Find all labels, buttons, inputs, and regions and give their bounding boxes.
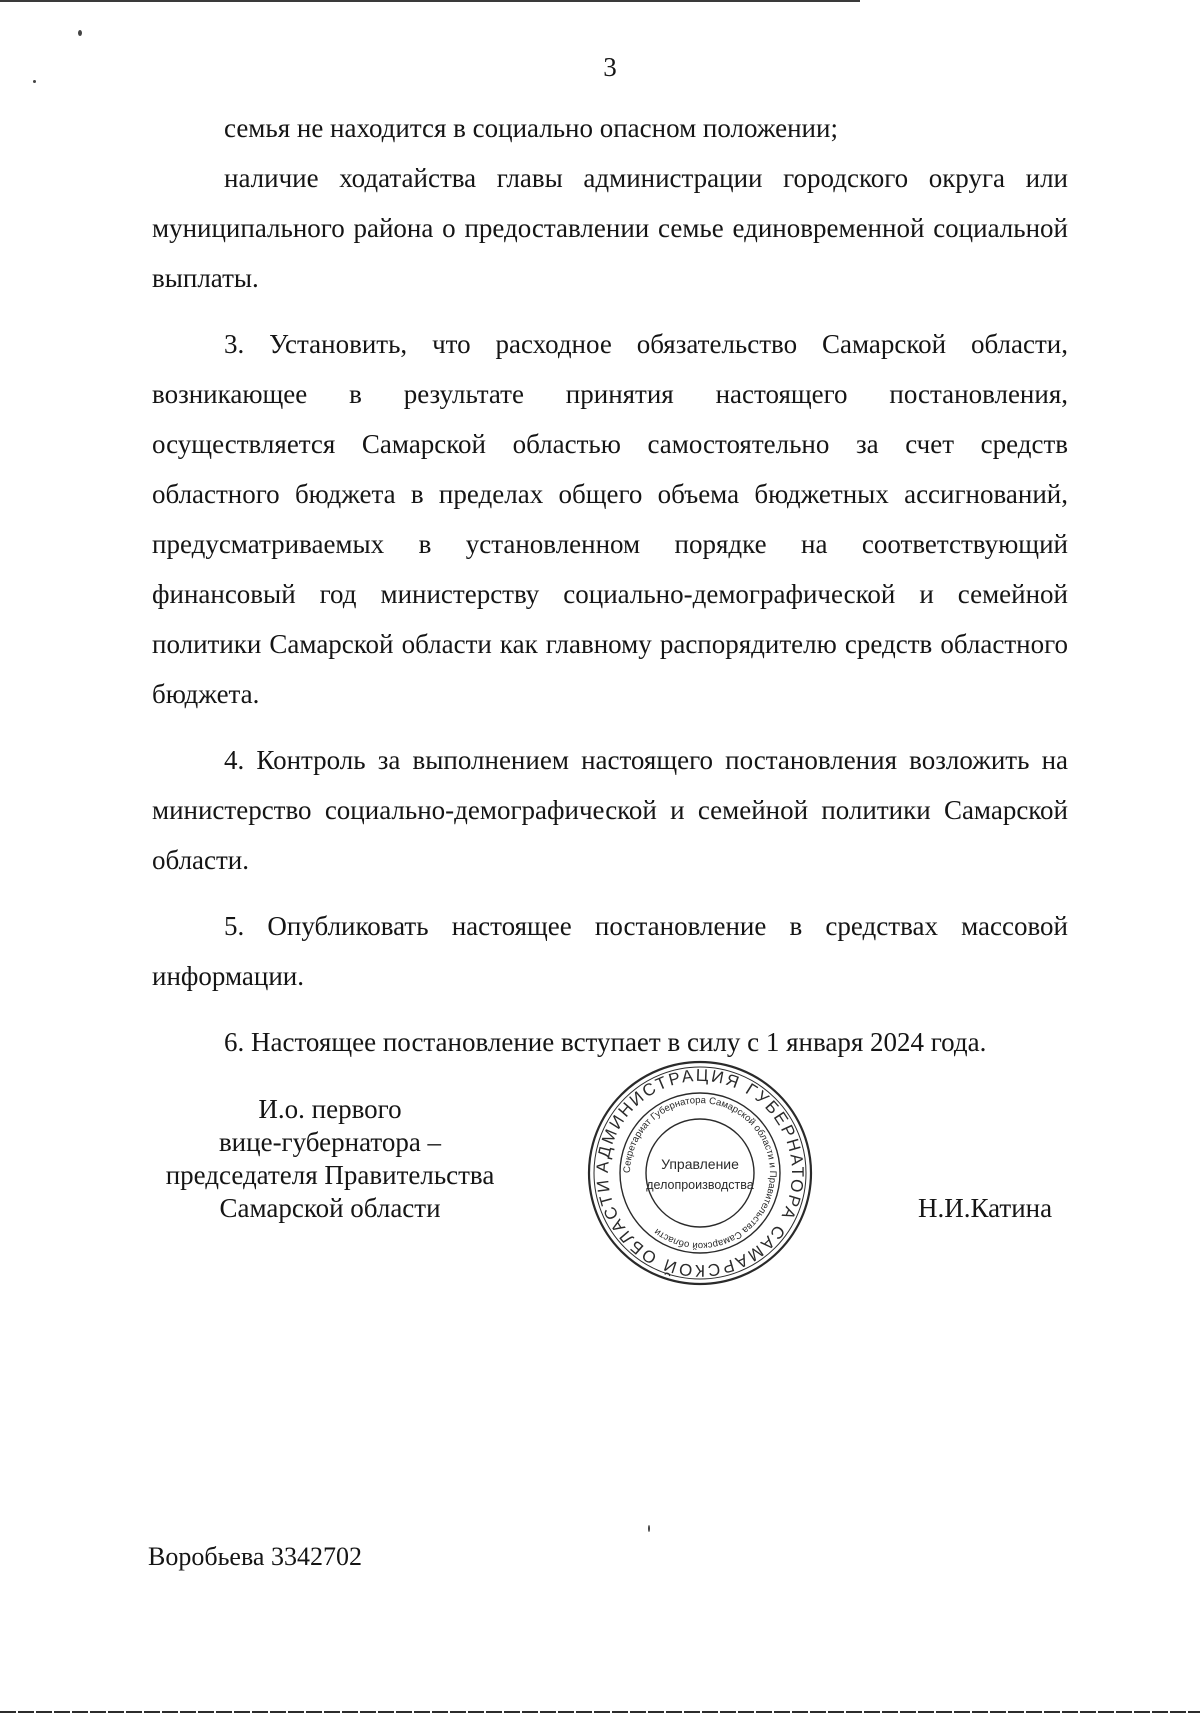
executor-contact: Воробьева 3342702 (148, 1542, 362, 1571)
stamp-center-line2: делопроизводства (646, 1178, 754, 1192)
position-line: вице-губернатора – (218, 1127, 442, 1157)
scan-speck (33, 80, 36, 83)
stamp-inner-ring-text: Секретариат Губернатора Самарской области и Правительства Самарской области (621, 1094, 779, 1252)
scan-edge-top (0, 0, 860, 2)
official-stamp (585, 1058, 815, 1288)
stamp-middle-circle (620, 1093, 780, 1253)
document-body (152, 103, 1068, 1067)
position-line: Самарской области (219, 1193, 441, 1223)
signatory-name: Н.И.Катина (918, 1193, 1053, 1223)
position-line: председателя Правительства (165, 1160, 495, 1190)
paragraph: семья не находится в социально опасном положении; (224, 113, 838, 143)
stamp-center-line1: Управление (661, 1156, 739, 1172)
signatory-position (140, 1093, 520, 1225)
stamp-inner-circle (646, 1119, 754, 1227)
paragraph: наличие ходатайства главы администрации городского округа или муниципального района о предоставлении семье единовременной социальной выплаты. (152, 163, 1068, 293)
page-number: 3 (603, 52, 617, 82)
paragraph: 5. Опубликовать настоящее постановление в средствах массовой информации. (152, 911, 1068, 991)
stamp-outer-ring-text: АДМИНИСТРАЦИЯ ГУБЕРНАТОРА САМАРСКОЙ ОБЛАСТИ (592, 1065, 808, 1281)
paragraph: 3. Установить, что расходное обязательство Самарской области, возникающее в результате принятия настоящего постановления, осуществляется Самарской областью самостоятельно за счет средств областного бюджета в пределах общего объема бюджетных ассигнований, предусматриваемых в установленном порядке на соответствующий финансовый год министерству социально-демографической и семейной политики Самарской области как главному распорядителю средств областного бюджета. (152, 329, 1068, 709)
scan-speck (648, 1525, 650, 1532)
position-line: И.о. первого (258, 1094, 402, 1124)
paragraph: 6. Настоящее постановление вступает в силу с 1 января 2024 года. (224, 1027, 987, 1057)
scan-speck (78, 30, 82, 36)
paragraph: 4. Контроль за выполнением настоящего постановления возложить на министерство социально-демографической и семейной политики Самарской области. (152, 745, 1068, 875)
scan-edge-bottom (0, 1711, 1200, 1713)
